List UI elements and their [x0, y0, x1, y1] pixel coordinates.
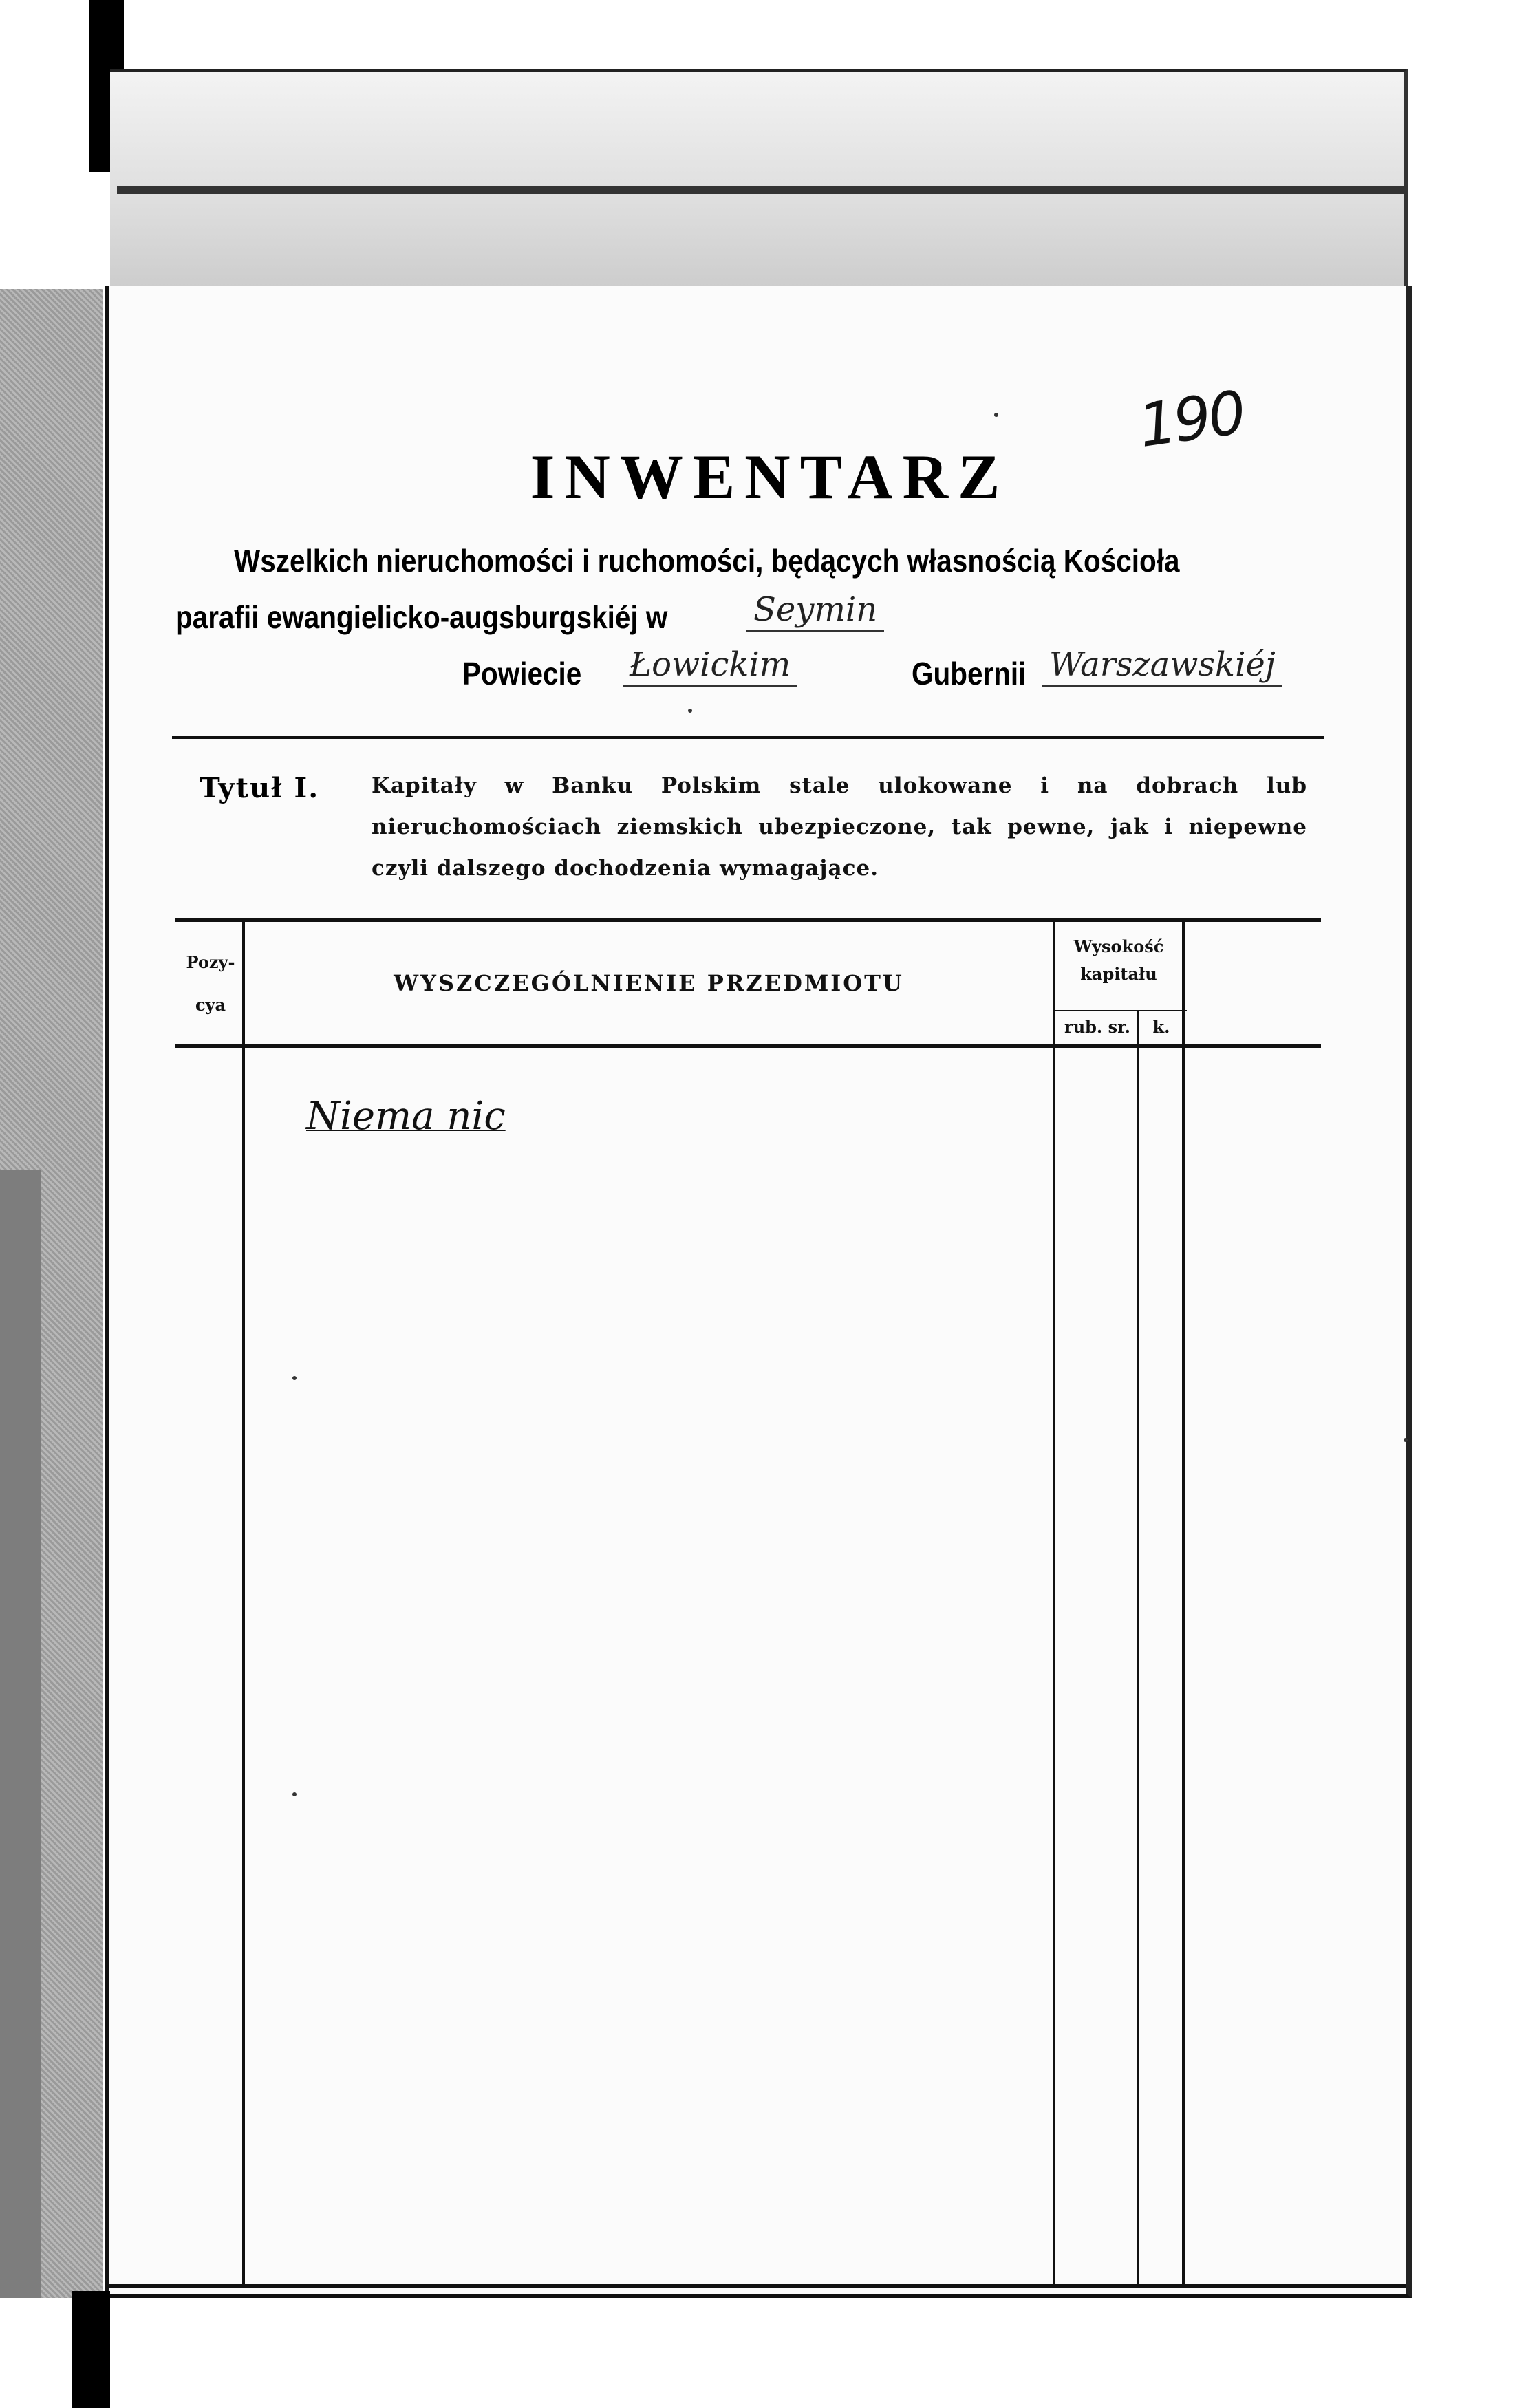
amount-subheader-rule: [1053, 1010, 1187, 1011]
page-number: 190: [1134, 378, 1248, 462]
section-label: Tytuł I.: [200, 772, 320, 804]
header-position: Pozy-cya: [186, 952, 235, 1015]
heading-rule: [172, 736, 1324, 739]
table-bottom-rule: [109, 2284, 1406, 2288]
scan-background-shadow: [0, 1170, 41, 2298]
paper-speck: [292, 1376, 297, 1380]
heading-line-1: Wszelkich nieruchomości i ruchomości, będących własnością Kościoła: [234, 543, 1180, 579]
entry-handwritten: Niema nic: [306, 1094, 506, 1139]
section-description: Kapitały w Banku Polskim stale ulokowane i na dobrach lub nieruchomościach ziemskich ubezpieczone, tak pewne, jak i niepewne czyli dalszego dochodzenia wymagające.: [372, 773, 1307, 881]
header-k: k.: [1152, 1017, 1170, 1037]
parish-name-handwritten: Seymin: [746, 590, 884, 632]
paper-speck: [1404, 1438, 1408, 1442]
paper-speck: [994, 413, 998, 417]
paper-speck: [688, 709, 692, 713]
header-rub: rub. sr.: [1064, 1017, 1130, 1037]
column-divider-description: [1053, 922, 1055, 2288]
table-top-rule: [175, 918, 1321, 922]
header-amount: Wysokość kapitału: [1073, 936, 1164, 984]
powiat-handwritten: Łowickim: [623, 645, 797, 687]
paper-speck: [292, 1792, 297, 1796]
page-fold-line: [117, 186, 1404, 194]
powiat-label: Powiecie: [462, 656, 582, 691]
table-header-rule: [175, 1044, 1321, 1048]
header-description: WYSZCZEGÓLNIENIE PRZEDMIOTU: [394, 970, 904, 996]
column-divider-position: [242, 922, 245, 2288]
column-divider-rub: [1137, 1011, 1139, 2288]
heading-line-2: parafii ewangielicko-augsburgskiéj w: [175, 599, 668, 635]
document-title: INWENTARZ: [530, 442, 1010, 512]
document-page: [105, 286, 1412, 2298]
column-divider-k: [1182, 922, 1185, 2288]
scan-edge-bar-bottom: [72, 2291, 110, 2408]
gubernia-label: Gubernii: [912, 656, 1027, 691]
gubernia-handwritten: Warszawskiéj: [1042, 645, 1282, 687]
